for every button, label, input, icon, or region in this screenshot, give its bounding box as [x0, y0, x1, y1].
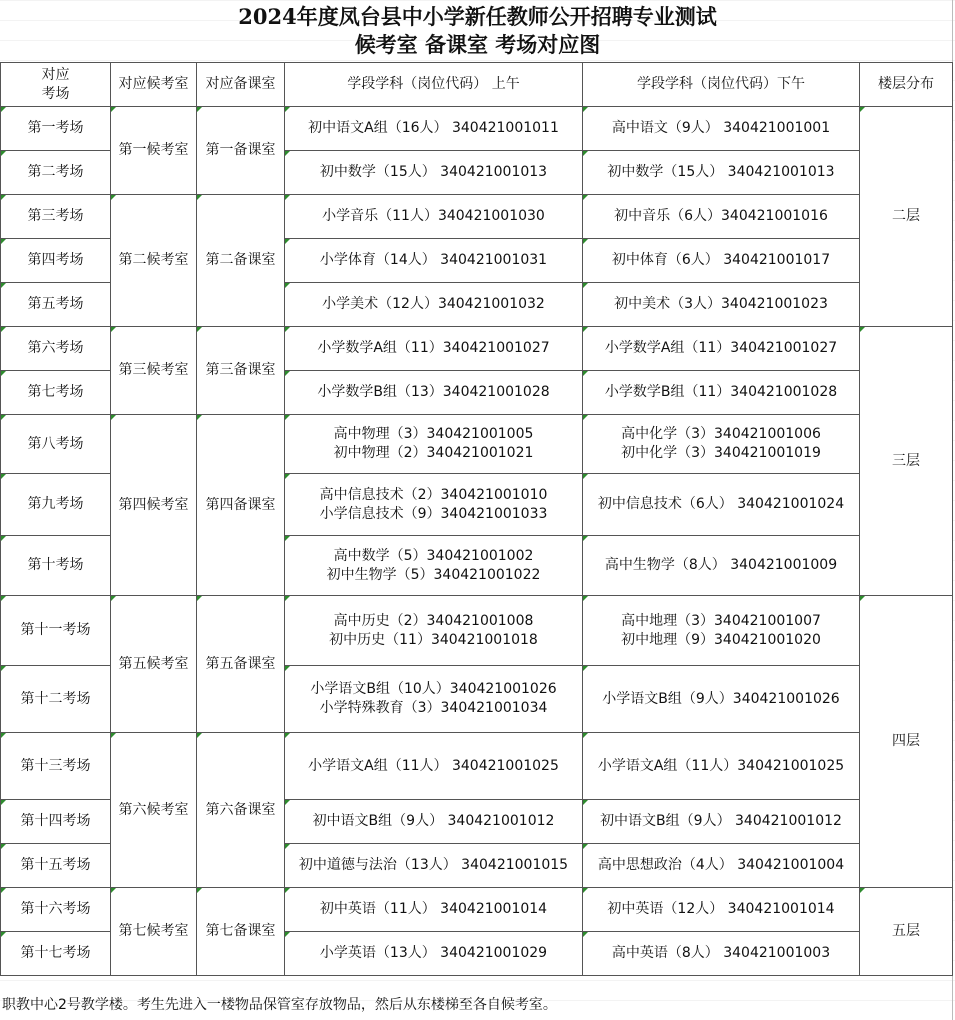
subject-line: 高中化学（3）340421001006: [621, 426, 821, 442]
prep-room: 第四备课室: [197, 415, 285, 596]
exam-room-name: 第四考场: [1, 239, 111, 283]
prep-room: 第二备课室: [197, 195, 285, 327]
waiting-room: 第六候考室: [111, 733, 197, 888]
exam-room-name: 第五考场: [1, 283, 111, 327]
waiting-room: 第三候考室: [111, 327, 197, 415]
afternoon-subject: [583, 239, 860, 283]
subject-line: 小学数学B组（11）340421001028: [604, 384, 838, 400]
subject-line: 初中化学（3）340421001019: [621, 445, 821, 461]
header-morning: 学段学科（岗位代码） 上午: [285, 63, 583, 107]
header-row: [1, 63, 953, 107]
waiting-room: 第五候考室: [111, 596, 197, 733]
subject-line: 高中数学（5）340421001002: [333, 547, 534, 564]
subject-line: 小学语文A组（11人） 340421001025: [308, 757, 559, 774]
floor-label: 二层: [860, 107, 953, 327]
subject-line: 高中信息技术（2）340421001010: [319, 486, 548, 503]
morning-subject: [285, 107, 583, 151]
morning-subject: [285, 932, 583, 976]
subject-line: 高中历史（2）340421001008: [333, 612, 534, 629]
subject-line: 小学音乐（11人）340421001030: [322, 208, 545, 224]
afternoon-subject: [583, 844, 860, 888]
table-row: [1, 596, 953, 666]
subject-line: 高中语文（9人） 340421001001: [611, 120, 831, 136]
afternoon-subject: [583, 536, 860, 596]
subject-line: 初中物理（2）340421001021: [333, 445, 534, 461]
table-row: [1, 107, 953, 151]
afternoon-subject: [583, 666, 860, 733]
subject-line: 高中物理（3）340421001005: [333, 426, 534, 442]
morning-subject: [285, 800, 583, 844]
subject-line: 初中数学（15人） 340421001013: [607, 164, 835, 180]
subject-line: 初中英语（11人） 340421001014: [319, 901, 548, 917]
subject-line: 小学语文B组（9人）340421001026: [602, 690, 840, 707]
subject-line: 小学英语（13人） 340421001029: [319, 945, 548, 961]
exam-room-name: 第十三考场: [1, 733, 111, 800]
morning-subject: [285, 283, 583, 327]
morning-subject: [285, 888, 583, 932]
exam-room-name: 第七考场: [1, 371, 111, 415]
morning-subject: [285, 327, 583, 371]
floor-label: 三层: [860, 327, 953, 596]
header-room-line-1: 对应: [41, 66, 70, 83]
afternoon-subject: [583, 596, 860, 666]
morning-subject: [285, 415, 583, 474]
afternoon-subject: [583, 107, 860, 151]
afternoon-subject: [583, 733, 860, 800]
title-line-1: 2024年度凤台县中小学新任教师公开招聘专业测试: [238, 4, 717, 29]
subject-line: 高中思想政治（4人） 340421001004: [597, 857, 845, 873]
floor-label: 五层: [860, 888, 953, 976]
subject-line: 初中道德与法治（13人） 340421001015: [298, 857, 569, 873]
afternoon-subject: [583, 283, 860, 327]
afternoon-subject: [583, 415, 860, 474]
subject-line: 初中英语（12人） 340421001014: [607, 901, 835, 917]
subject-line: 初中语文A组（16人） 340421001011: [308, 120, 559, 136]
subject-line: 小学数学B组（13）340421001028: [317, 384, 550, 400]
prep-room: 第六备课室: [197, 733, 285, 888]
subject-line: 初中历史（11）340421001018: [329, 631, 538, 648]
footer-note: 职教中心2号教学楼。考生先进入一楼物品保管室存放物品，然后从东楼梯至各自候考室。: [2, 997, 557, 1013]
header-prep-room: 对应备课室: [197, 63, 285, 107]
afternoon-subject: [583, 474, 860, 536]
subject-line: 初中地理（9）340421001020: [621, 631, 821, 648]
header-room: [1, 63, 111, 107]
exam-room-table: [0, 62, 953, 976]
header-waiting-room: 对应候考室: [111, 63, 197, 107]
waiting-room: 第一候考室: [111, 107, 197, 195]
morning-subject: [285, 844, 583, 888]
waiting-room: 第七候考室: [111, 888, 197, 976]
morning-subject: [285, 596, 583, 666]
subject-line: 初中美术（3人）340421001023: [614, 296, 828, 312]
table-row: [1, 733, 953, 800]
exam-room-name: 第十七考场: [1, 932, 111, 976]
exam-room-name: 第十二考场: [1, 666, 111, 733]
exam-room-name: 第十考场: [1, 536, 111, 596]
exam-room-name: 第九考场: [1, 474, 111, 536]
subject-line: 小学语文A组（11人）340421001025: [597, 757, 845, 774]
morning-subject: [285, 371, 583, 415]
subject-line: 初中体育（6人） 340421001017: [611, 252, 831, 268]
table-row: [1, 195, 953, 239]
subject-line: 初中语文B组（9人） 340421001012: [600, 813, 842, 829]
subject-line: 小学信息技术（9）340421001033: [319, 505, 548, 522]
table-row: [1, 415, 953, 474]
exam-room-name: 第八考场: [1, 415, 111, 474]
waiting-room: 第二候考室: [111, 195, 197, 327]
subject-line: 小学数学A组（11）340421001027: [604, 340, 838, 356]
subject-line: 高中地理（3）340421001007: [621, 612, 821, 629]
afternoon-subject: [583, 195, 860, 239]
subject-line: 小学体育（14人） 340421001031: [319, 252, 548, 268]
morning-subject: [285, 239, 583, 283]
subject-line: 初中音乐（6人）340421001016: [614, 208, 828, 224]
exam-room-name: 第三考场: [1, 195, 111, 239]
afternoon-subject: [583, 327, 860, 371]
morning-subject: [285, 195, 583, 239]
subject-line: 小学数学A组（11）340421001027: [317, 340, 550, 356]
afternoon-subject: [583, 371, 860, 415]
prep-room: 第三备课室: [197, 327, 285, 415]
subject-line: 初中数学（15人） 340421001013: [319, 164, 548, 180]
morning-subject: [285, 733, 583, 800]
subject-line: 高中生物学（8人） 340421001009: [604, 557, 838, 573]
exam-room-name: 第十四考场: [1, 800, 111, 844]
header-afternoon: 学段学科（岗位代码）下午: [583, 63, 860, 107]
subject-line: 小学美术（12人）340421001032: [322, 296, 545, 312]
subject-line: 初中信息技术（6人） 340421001024: [597, 496, 845, 512]
afternoon-subject: [583, 888, 860, 932]
subject-line: 初中生物学（5）340421001022: [326, 566, 541, 583]
exam-room-name: 第六考场: [1, 327, 111, 371]
exam-room-name: 第十一考场: [1, 596, 111, 666]
subject-line: 高中英语（8人） 340421001003: [611, 945, 831, 961]
table-row: [1, 888, 953, 932]
morning-subject: [285, 474, 583, 536]
prep-room: 第一备课室: [197, 107, 285, 195]
afternoon-subject: [583, 800, 860, 844]
header-floor: 楼层分布: [860, 63, 953, 107]
exam-room-name: 第一考场: [1, 107, 111, 151]
subject-line: 初中语文B组（9人） 340421001012: [312, 813, 555, 829]
subject-line: 小学语文B组（10人）340421001026: [310, 681, 557, 697]
title-line-2: 候考室 备课室 考场对应图: [354, 32, 601, 57]
header-room-line-2: 考场: [41, 85, 70, 102]
table-row: [1, 327, 953, 371]
floor-label: 四层: [860, 596, 953, 888]
subject-line: 小学特殊教育（3）340421001034: [319, 700, 548, 716]
morning-subject: [285, 666, 583, 733]
morning-subject: [285, 536, 583, 596]
morning-subject: [285, 151, 583, 195]
afternoon-subject: [583, 151, 860, 195]
prep-room: 第五备课室: [197, 596, 285, 733]
afternoon-subject: [583, 932, 860, 976]
exam-room-name: 第十六考场: [1, 888, 111, 932]
exam-room-name: 第二考场: [1, 151, 111, 195]
prep-room: 第七备课室: [197, 888, 285, 976]
waiting-room: 第四候考室: [111, 415, 197, 596]
exam-room-name: 第十五考场: [1, 844, 111, 888]
